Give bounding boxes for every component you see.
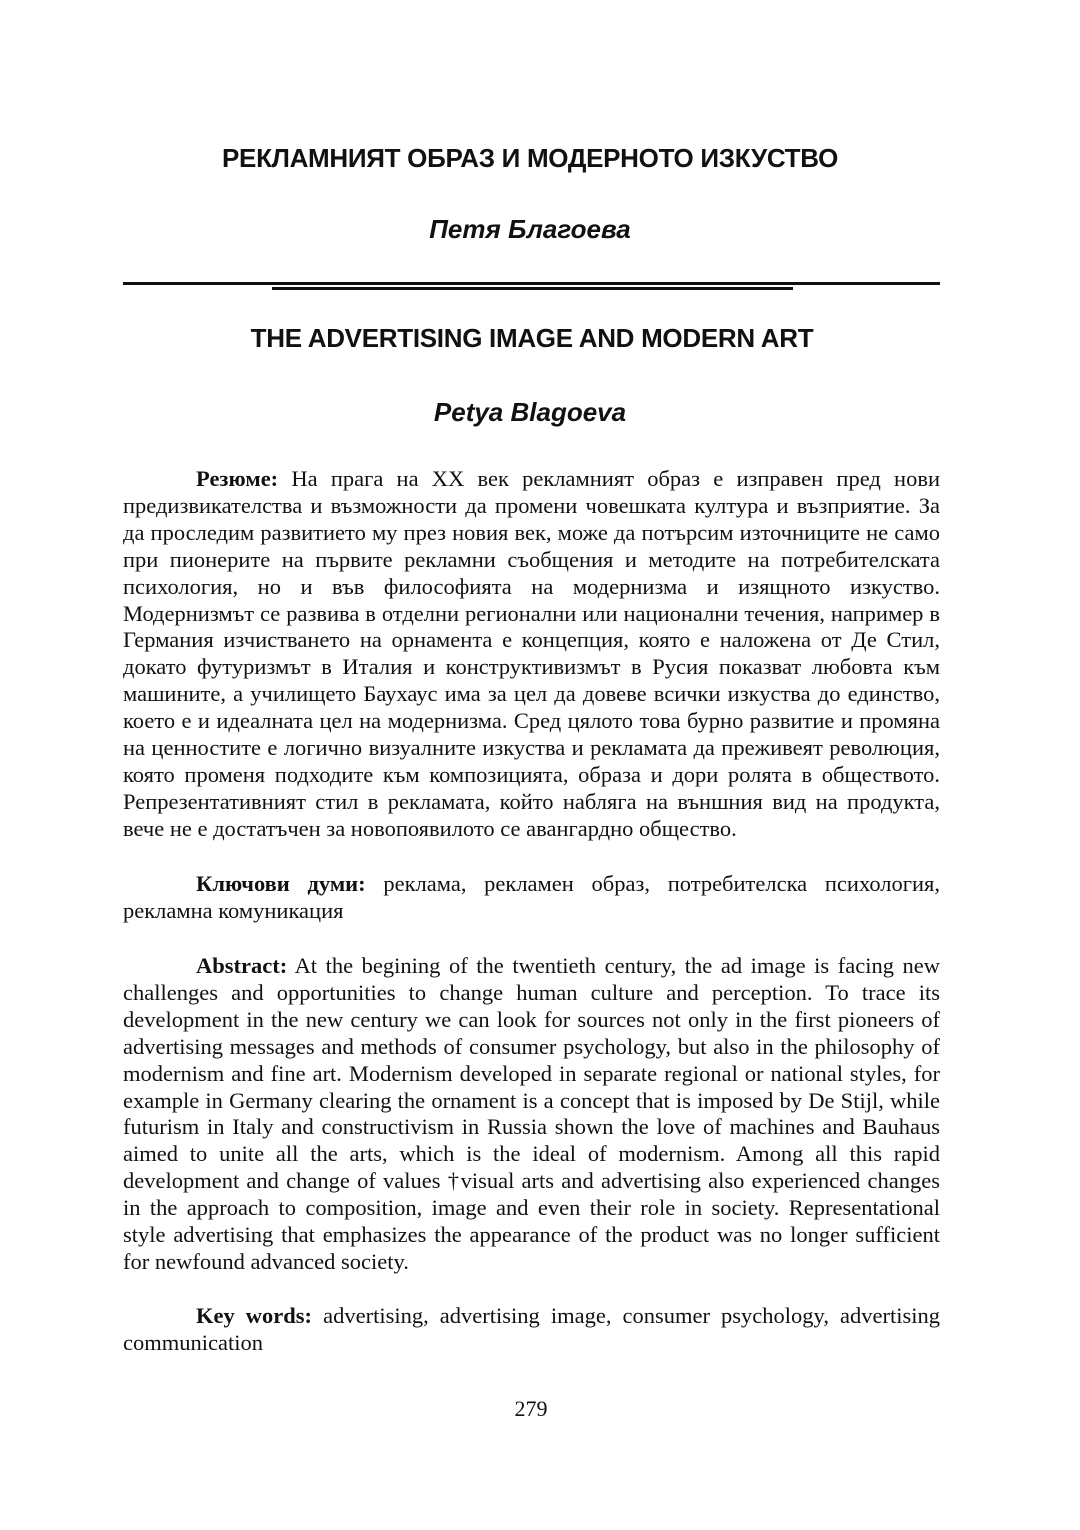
author-bulgarian: Петя Благоева bbox=[429, 214, 631, 244]
keywords-english-label: Key words: bbox=[196, 1303, 313, 1328]
page-number: 279 bbox=[514, 1396, 548, 1421]
summary-text: На прага на XX век рекламният образ е изправен пред нови предизвикателства и възможности да промени човешката култура и възприятие. За да проследим развитието му през новия век, може да потърсим източниците не само при пионерите на първите рекламни съобщения и методите на потребителската психология, но и във философията на модернизма и изящното изкуство. Модернизмът се развива в отделни регионални или национални течения, например в Германия изчистването на орнамента е концепция, която е наложена от Де Стил, докато футуризмът в Италия и конструктивизмът в Русия показват любовта към машините, а училището Баухаус има за цел да довеве всички изкуства до единство, което е и идеалната цел на модернизма. Сред цялото това бурно развитие и промяна на ценностите е логично визуалните изкуства и рекламата да преживеят революция, която променя подходите към композицията, образа и дори ролята в обществото. Репрезентативният стил в рекламата, който набляга на външния вид на продукта, вече не е достатъчен за новопоявилото се авангардно общество. bbox=[123, 466, 941, 841]
keywords-english-text: advertising, advertising image, consumer psychology, advertising communication bbox=[123, 1303, 940, 1355]
keywords-bulgarian-text: реклама, рекламен образ, потребителска психология, рекламна комуникация bbox=[123, 871, 941, 923]
title-divider-thick bbox=[123, 282, 940, 285]
title-bulgarian: РЕКЛАМНИЯТ ОБРАЗ И МОДЕРНОТО ИЗКУСТВО bbox=[221, 143, 838, 173]
keywords-bulgarian-label: Ключови думи: bbox=[196, 871, 366, 896]
summary-paragraph bbox=[123, 466, 940, 843]
abstract-paragraph bbox=[123, 953, 940, 1276]
keywords-bulgarian-paragraph bbox=[123, 871, 940, 925]
keywords-english-paragraph bbox=[123, 1303, 940, 1357]
title-english: THE ADVERTISING IMAGE AND MODERN ART bbox=[250, 323, 814, 353]
summary-label: Резюме: bbox=[196, 466, 279, 491]
author-english: Petya Blagoeva bbox=[433, 397, 627, 427]
abstract-text: At the begining of the twentieth century, the ad image is facing new challenges and opportunities to change human culture and perception. To trace its development in the new century we can look for sources not only in the first pioneers of advertising messages and methods of consumer psychology, but also in the philosophy of modernism and fine art. Modernism developed in separate regional or national styles, for example in Germany clearing the ornament is a concept that is imposed by De Stijl, while futurism in Italy and constructivism in Russia shown the love of machines and Bauhaus aimed to unite all the arts, which is the ideal of modernism. Among all this rapid development and change of values †visual arts and advertising also experienced changes in the approach to composition, image and even their role in society. Representational style advertising that emphasizes the appearance of the product was no longer sufficient for newfound advanced society. bbox=[123, 953, 940, 1274]
title-divider-thin bbox=[272, 287, 793, 290]
abstract-label: Abstract: bbox=[196, 953, 288, 978]
